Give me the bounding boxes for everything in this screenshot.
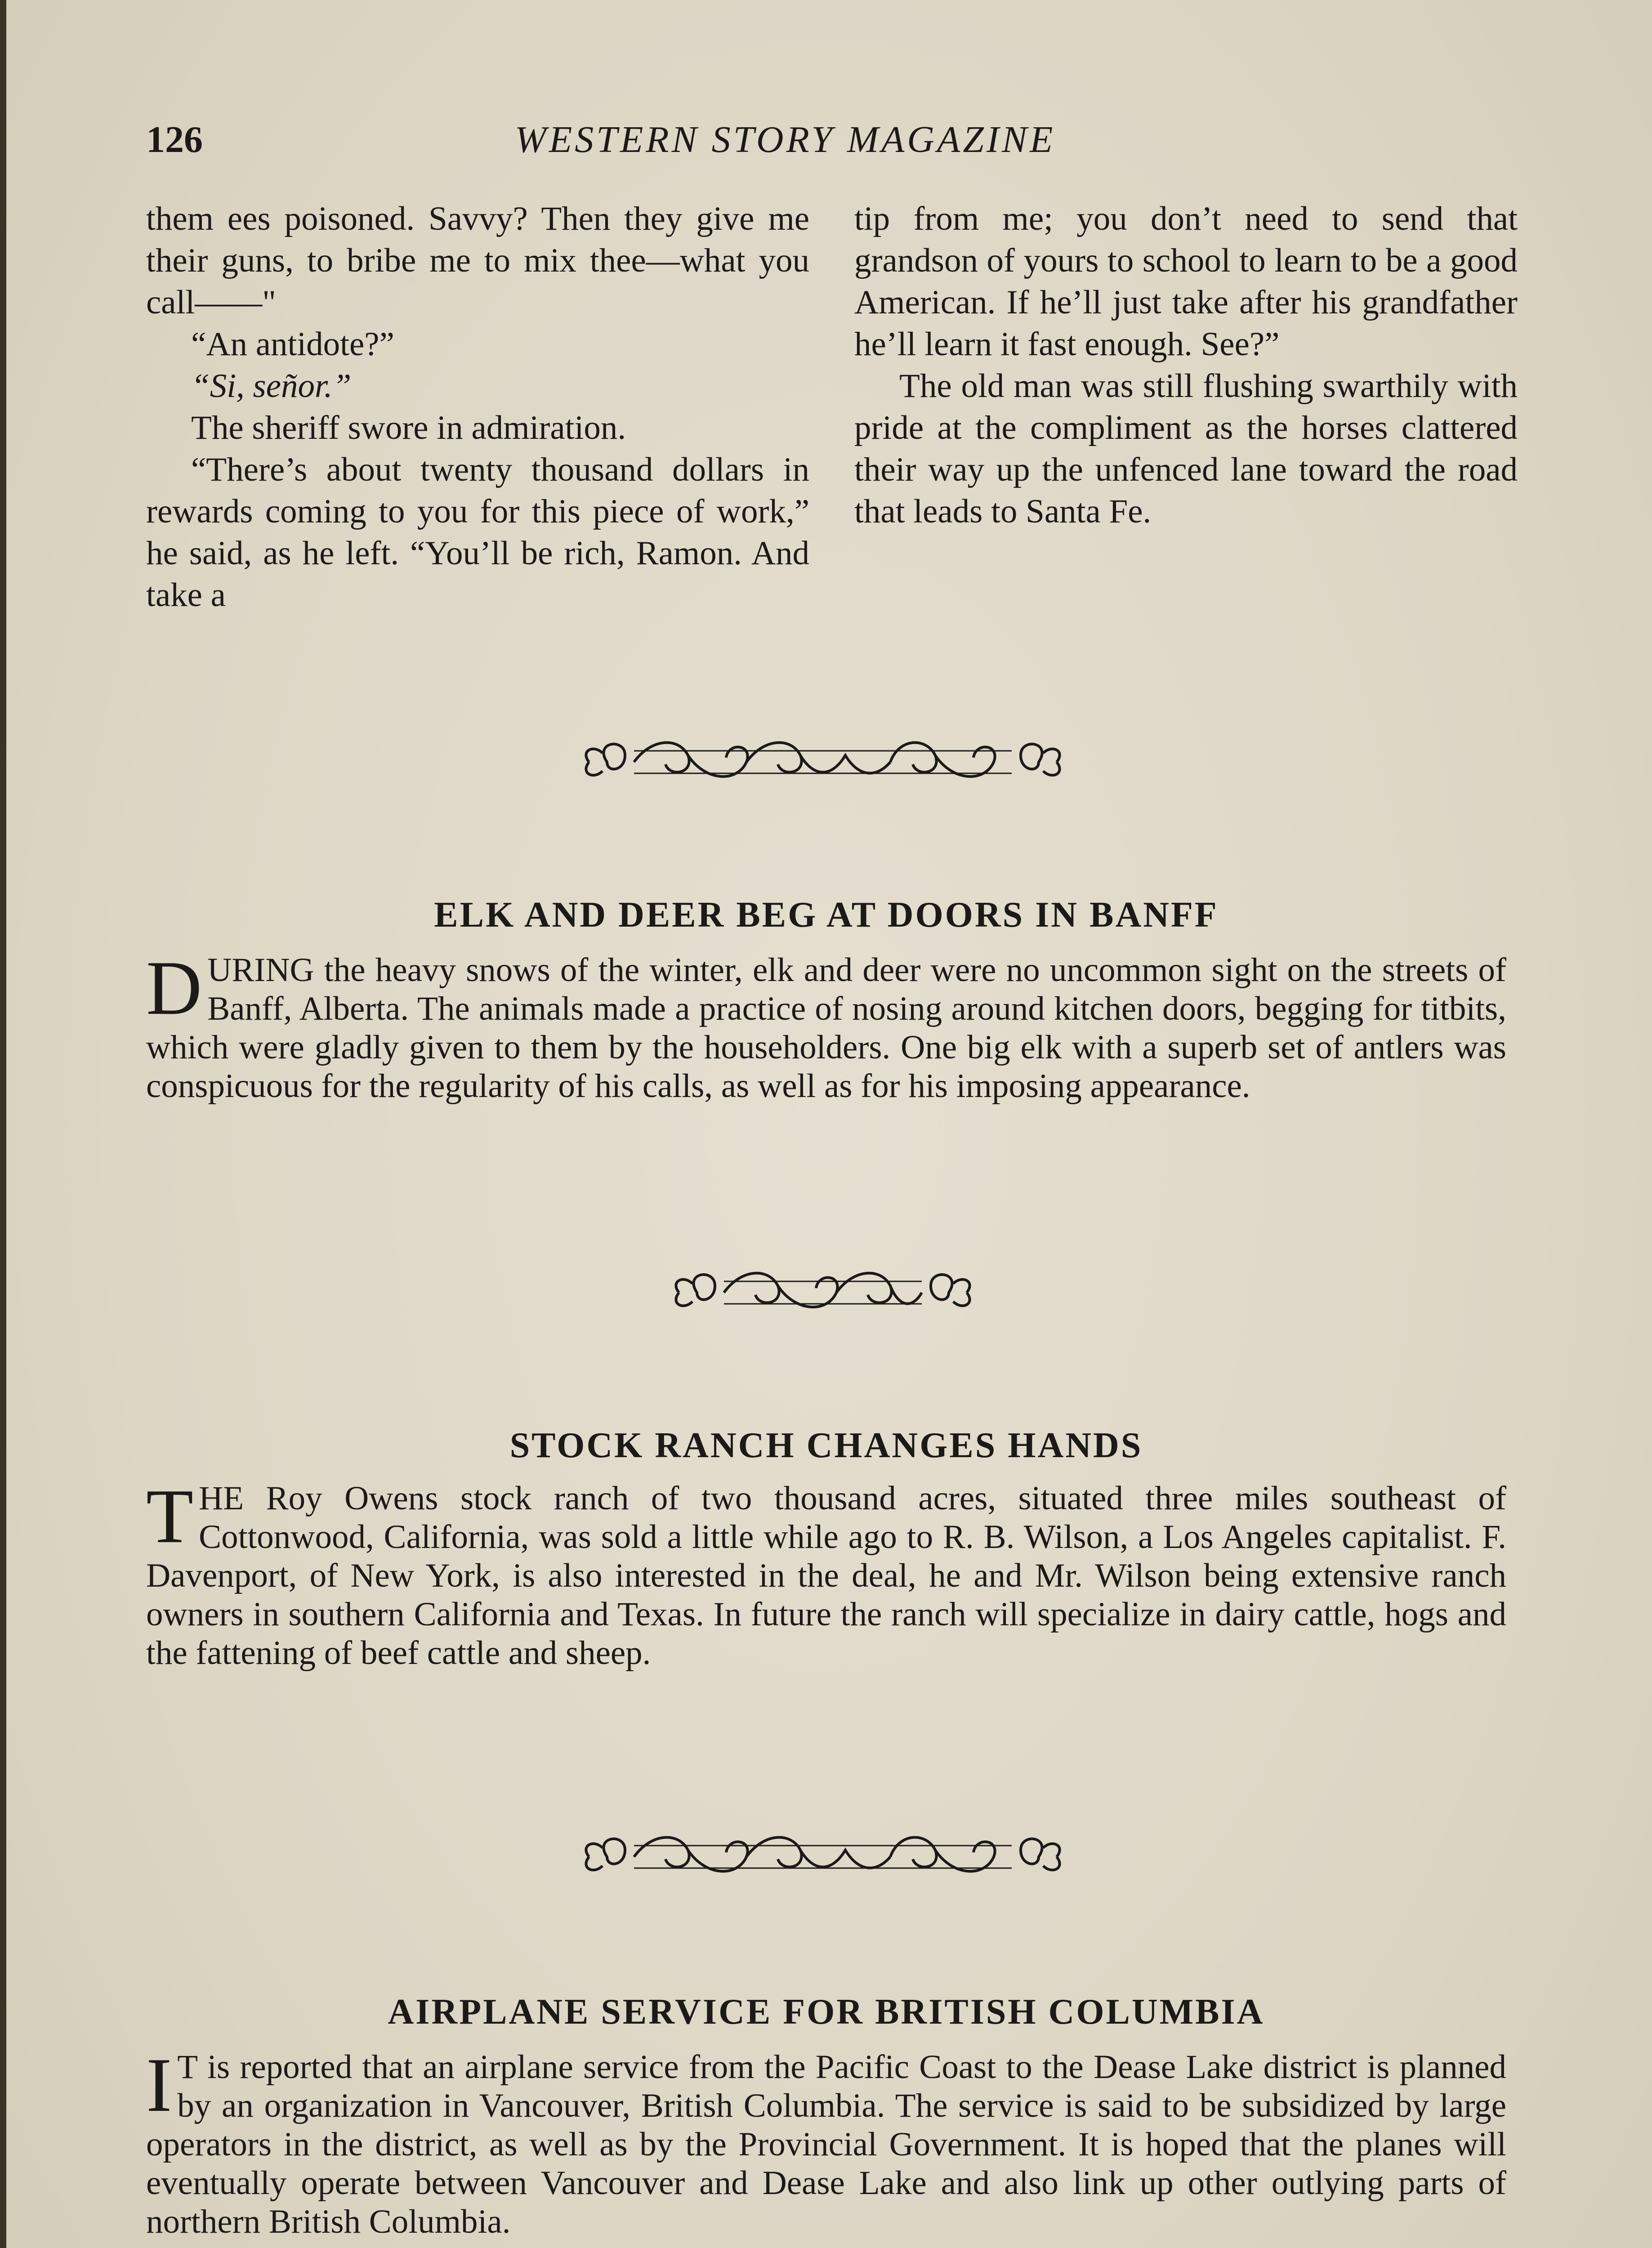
scroll-ornament-icon xyxy=(576,1823,1070,1891)
running-title: WESTERN STORY MAGAZINE xyxy=(515,119,1056,161)
paragraph: “Si, señor.” xyxy=(191,367,352,405)
drop-cap: D xyxy=(146,946,202,1031)
article-body xyxy=(146,946,1506,1106)
paragraph: them ees poisoned. Savvy? Then they give me their guns, to bribe me to mix thee—what you call——" xyxy=(146,200,809,321)
scroll-ornament-icon xyxy=(665,1259,980,1326)
article-body xyxy=(146,2043,1506,2241)
article-text: URING the heavy snows of the winter, elk and deer were no uncommon sight on the streets of Banff, Alberta. The animals made a practice of nosing around kitchen doors, begging for titbits, which were gladly given to them by the householders. One big elk with a superb set of antlers was conspicuous for the regularity of his calls, as well as for his imposing appearance. xyxy=(146,951,1506,1105)
article-text: T is reported that an airplane service from the Pacific Coast to the Dease Lake district is planned by an organization in Vancouver, British Columbia. The service is said to be subsidized by large operators in the district, as well as by the Provincial Government. It is hoped that the planes will eventually operate between Vancouver and Dease Lake and also link up other outlying parts of northern British Columbia. xyxy=(146,2048,1506,2240)
article-title: STOCK RANCH CHANGES HANDS xyxy=(509,1426,1143,1465)
story-left-column xyxy=(146,198,809,616)
drop-cap: I xyxy=(146,2043,172,2128)
paragraph: tip from me; you don’t need to send that grandson of yours to school to learn to be a good American. If he’ll just take after his grandfather he’ll learn it fast enough. See?” xyxy=(854,200,1518,363)
paragraph: “There’s about twenty thousand dollars in rewards coming to you for this piece of work,” he said, as he left. “You’ll be rich, Ramon. And take a xyxy=(146,451,809,614)
article-title: ELK AND DEER BEG AT DOORS IN BANFF xyxy=(434,895,1219,935)
page-header xyxy=(146,118,1192,167)
page-number: 126 xyxy=(146,119,203,161)
paragraph: The old man was still flushing swarthily with pride at the compliment as the horses clattered their way up the unfenced lane toward the road that leads to Santa Fe. xyxy=(854,367,1518,530)
story-right-column xyxy=(854,198,1518,532)
article-text: HE Roy Owens stock ranch of two thousand acres, situated three miles southeast of Cottonwood, California, was sold a little while ago to R. B. Wilson, a Los Angeles capitalist. F. Davenport, of New York, is also interested in the deal, he and Mr. Wilson being extensive ranch owners in southern California and Texas. In future the ranch will specialize in dairy cattle, hogs and the fattening of beef cattle and sheep. xyxy=(146,1480,1506,1672)
paragraph: “An antidote?” xyxy=(191,326,394,363)
page-spine-edge xyxy=(0,0,6,2248)
article-body xyxy=(146,1474,1506,1673)
article-title: AIRPLANE SERVICE FOR BRITISH COLUMBIA xyxy=(388,1992,1265,2032)
scroll-ornament-icon xyxy=(576,728,1070,796)
paragraph: The sheriff swore in admiration. xyxy=(191,409,626,446)
drop-cap: T xyxy=(146,1474,194,1559)
